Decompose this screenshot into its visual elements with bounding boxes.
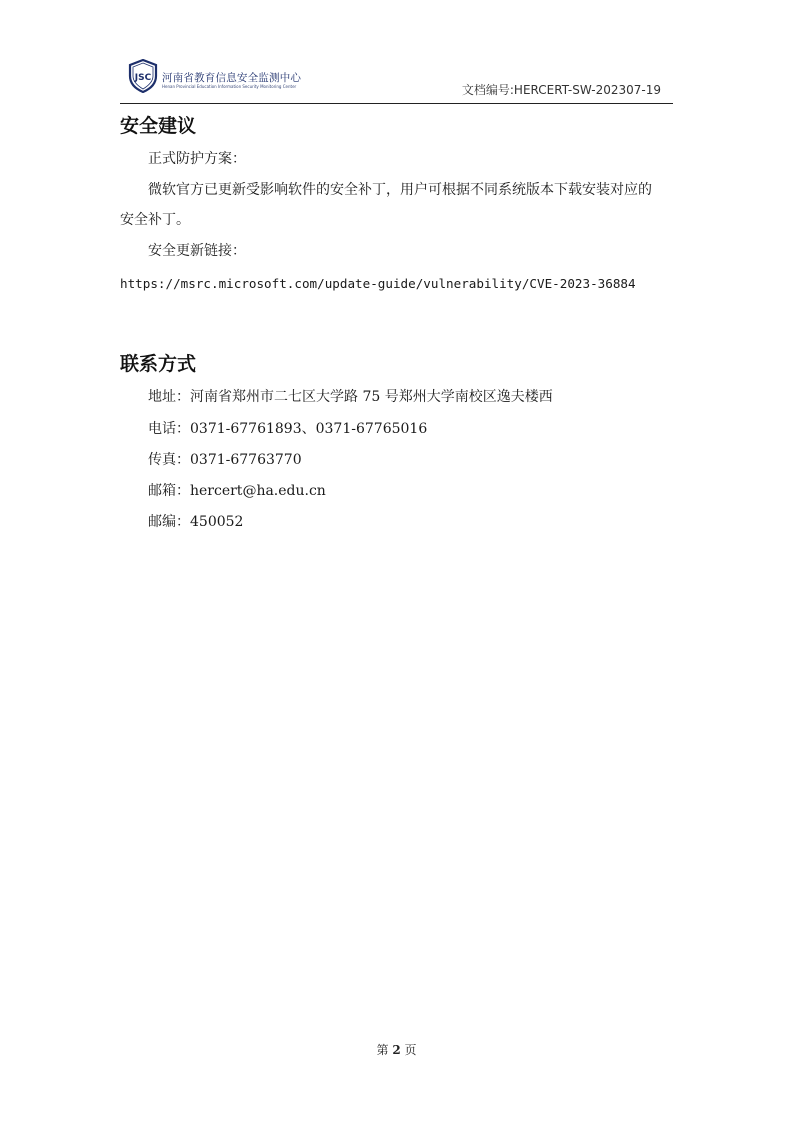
org-logo [128,59,308,95]
section-title-contact: 联系方式 [120,353,197,375]
contact-fax: 传真：0371-67763770 [148,452,302,468]
logo-letters: JSC [134,73,152,83]
contact-email[interactable]: 邮箱：hercert@ha.edu.cn [148,483,326,499]
contact-address: 地址：河南省郑州市二七区大学路 75 号郑州大学南校区逸夫楼西 [148,389,553,405]
contact-postcode: 邮编：450052 [148,514,244,530]
page-number: 2 [392,1043,401,1057]
update-link-label: 安全更新链接： [148,243,246,259]
solution-label: 正式防护方案： [148,151,246,167]
org-name-cn: 河南省教育信息安全监测中心 [162,72,302,84]
document-number: 文档编号:HERCERT-SW-202307-19 [461,83,661,97]
solution-text-line1: 微软官方已更新受影响软件的安全补丁，用户可根据不同系统版本下载安装对应的 [148,182,652,198]
page-prefix: 第 [376,1043,389,1057]
update-link-url[interactable]: https://msrc.microsoft.com/update-guide/vulnerability/CVE-2023-36884 [120,276,636,291]
shield-logo-icon [128,59,158,93]
contact-phone: 电话：0371-67761893、0371-67765016 [148,421,428,437]
page-suffix: 页 [404,1043,417,1057]
solution-text-line2: 安全补丁。 [120,212,190,228]
org-name-en: Henan Provincial Education Information Security Monitoring Center [162,84,297,89]
page-footer [0,1041,793,1058]
section-title-security-advice: 安全建议 [120,115,197,137]
page-header [120,55,673,104]
